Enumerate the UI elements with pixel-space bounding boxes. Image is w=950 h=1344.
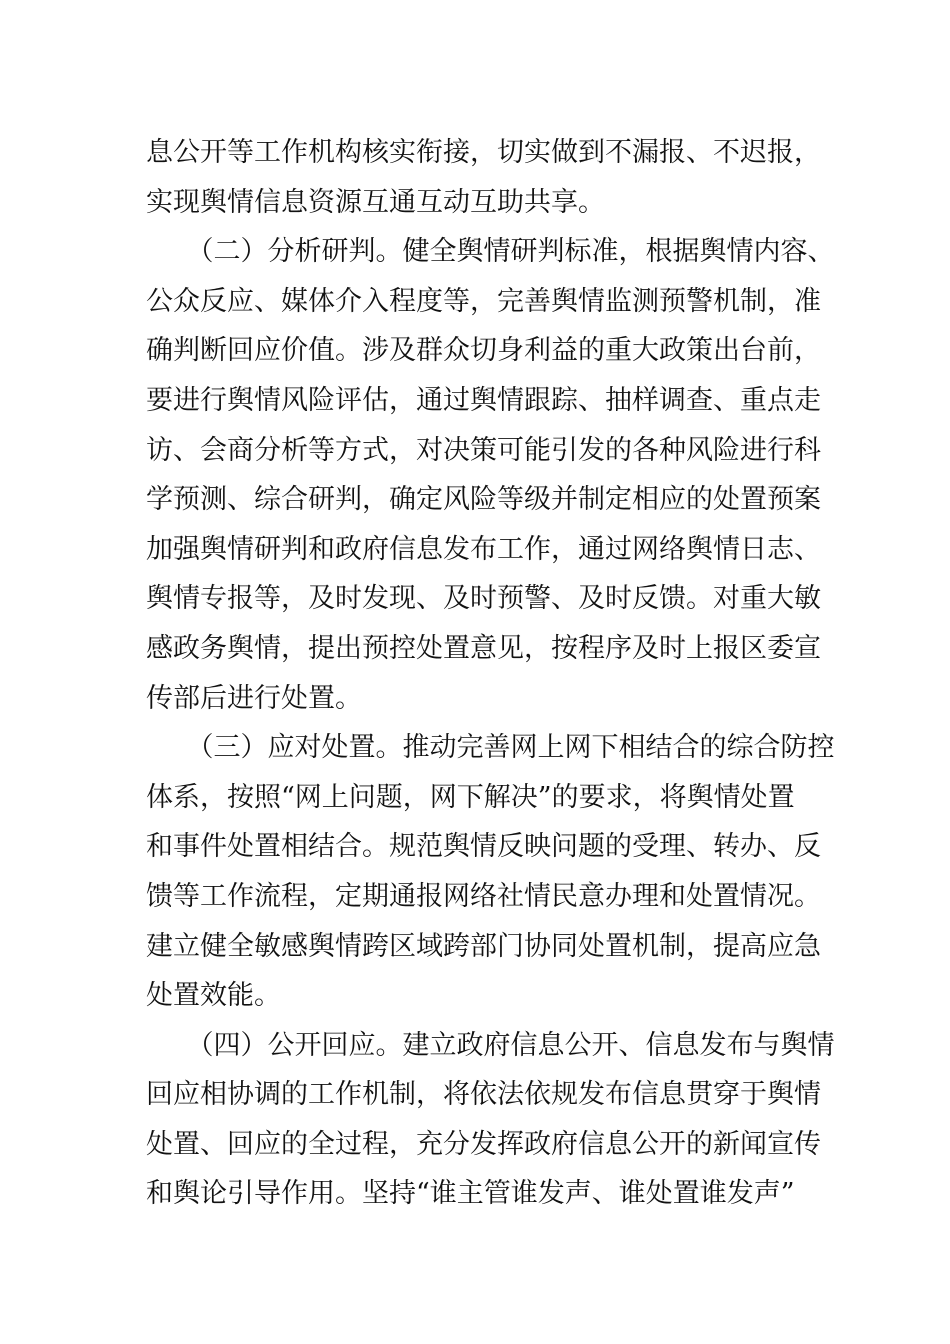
text-line: 访、会商分析等方式，对决策可能引发的各种风险进行科 [146,434,821,466]
text-line: 建立健全敏感舆情跨区域跨部门协同处置机制，提高应急 [146,930,821,962]
text-line: 和事件处置相结合。规范舆情反映问题的受理、转办、反 [146,831,821,863]
text-line: 和舆论引导作用。坚持“谁主管谁发声、谁处置谁发声” [146,1178,795,1210]
text-line: 舆情专报等，及时发现、及时预警、及时反馈。对重大敏 [146,583,821,615]
text-line: 学预测、综合研判，确定风险等级并制定相应的处置预案 [146,484,821,516]
text-line: 感政务舆情，提出预控处置意见，按程序及时上报区委宣 [146,632,821,664]
text-line: 回应相协调的工作机制，将依法依规发布信息贯穿于舆情 [146,1079,821,1111]
text-line: （四）公开回应。建立政府信息公开、信息发布与舆情 [146,1029,835,1061]
text-line: 公众反应、媒体介入程度等，完善舆情监测预警机制，准 [146,285,821,317]
text-line: 传部后进行处置。 [146,682,362,714]
text-line: 体系，按照“网上问题，网下解决”的要求，将舆情处置 [146,781,795,813]
body-text [146,128,835,1219]
text-line: 加强舆情研判和政府信息发布工作，通过网络舆情日志、 [146,533,821,565]
text-line: 实现舆情信息资源互通互动互助共享。 [146,186,605,218]
text-line: 馈等工作流程，定期通报网络社情民意办理和处置情况。 [146,880,821,912]
text-line: （二）分析研判。健全舆情研判标准，根据舆情内容、 [146,236,835,268]
text-line: 确判断回应价值。涉及群众切身利益的重大政策出台前， [146,335,821,367]
text-line: 处置效能。 [146,980,281,1012]
text-line: 处置、回应的全过程，充分发挥政府信息公开的新闻宣传 [146,1128,821,1160]
text-line: 息公开等工作机构核实衔接，切实做到不漏报、不迟报， [146,137,821,168]
text-line: 要进行舆情风险评估，通过舆情跟踪、抽样调查、重点走 [146,384,821,416]
text-line: （三）应对处置。推动完善网上网下相结合的综合防控 [146,732,835,764]
